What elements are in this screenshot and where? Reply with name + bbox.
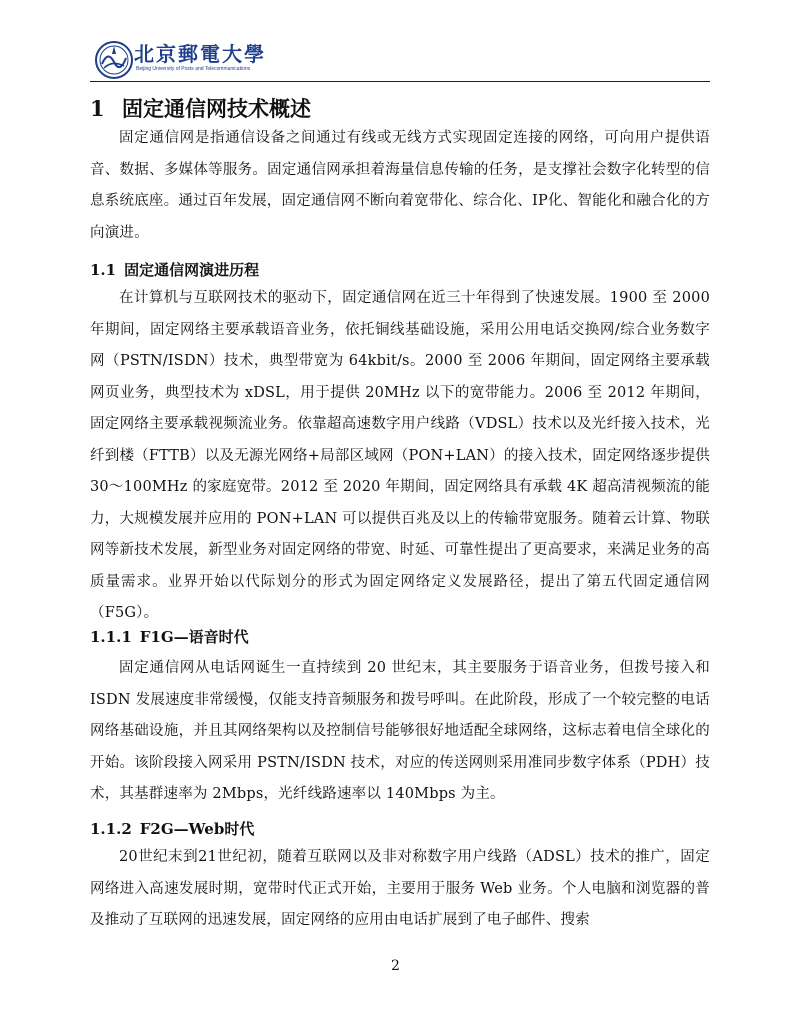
university-name: 北京郵電大學 [134,42,266,66]
page-number: 2 [391,958,400,974]
f1g-title: F1G—语音时代 [139,628,249,646]
university-name-english: Beijing University of Posts and Telecommunications [136,66,251,72]
f2g-heading [90,819,254,839]
f2g-number: 1.1.2 [90,820,132,838]
f1g-number: 1.1.1 [90,628,132,646]
section-intro-paragraph: 固定通信网是指通信设备之间通过有线或无线方式实现固定连接的网络，可向用户提供语音、数据、多媒体等服务。固定通信网承担着海量信息传输的任务，是支撑社会数字化转型的信息系统底座。通过百年发展，固定通信网不断向着宽带化、综合化、IP化、智能化和融合化的方向演进。 [90,130,710,241]
section-heading [90,96,311,122]
f1g-heading [90,627,249,647]
subsection-number: 1.1 [90,261,117,279]
f2g-paragraph: 20世纪末到21世纪初，随着互联网以及非对称数字用户线路（ADSL）技术的推广，固定网络进入高速发展时期，宽带时代正式开始，主要用于服务 Web 业务。个人电脑和浏览器的普及推动了互联网的迅速发展，固定网络的应用由电话扩展到了电子邮件、搜索 [90,849,710,928]
section-title: 固定通信网技术概述 [122,96,311,121]
university-logo-icon [94,40,134,80]
header-rule [90,81,710,82]
subsection-paragraph: 在计算机与互联网技术的驱动下，固定通信网在近三十年得到了快速发展。1900 至 2000 年期间，固定网络主要承载语音业务，依托铜线基础设施，采用公用电话交换网/综合业务数字网（PSTN/ISDN）技术，典型带宽为 64kbit/s。2000 至 2006 年期间，固定网络主要承载网页业务，典型技术为 xDSL，用于提供 20MHz 以下的宽带能力。2006 至 2012 年期间，固定网络主要承载视频流业务。依靠超高速数字用户线路（VDSL）技术以及光纤接入技术，光纤到楼（FTTB）以及无源光网络+局部区域网（PON+LAN）的接入技术，固定网络逐步提供 30～100MHz 的家庭宽带。2012 至 2020 年期间，固定网络具有承载 4K 超高清视频流的能力，大规模发展并应用的 PON+LAN 可以提供百兆及以上的传输带宽服务。随着云计算、物联网等新技术发展，新型业务对固定网络的带宽、时延、可靠性提出了更高要求，来满足业务的高质量需求。业界开始以代际划分的形式为固定网络定义发展路径，提出了第五代固定通信网（F5G）。 [90,290,710,621]
f1g-paragraph: 固定通信网从电话网诞生一直持续到 20 世纪末，其主要服务于语音业务，但拨号接入和 ISDN 发展速度非常缓慢，仅能支持音频服务和拨号呼叫。在此阶段，形成了一个较完整的电话网络基础设施，并且其网络架构以及控制信号能够很好地适配全球网络，这标志着电信全球化的开始。该阶段接入网采用 PSTN/ISDN 技术，对应的传送网则采用准同步数字体系（PDH）技术，其基群速率为 2Mbps，光纤线路速率以 140Mbps 为主。 [90,660,710,802]
page-header [90,38,710,82]
subsection-heading [90,260,259,280]
f2g-title: F2G—Web时代 [139,820,255,838]
section-number: 1 [90,96,105,121]
subsection-title: 固定通信网演进历程 [124,261,260,279]
